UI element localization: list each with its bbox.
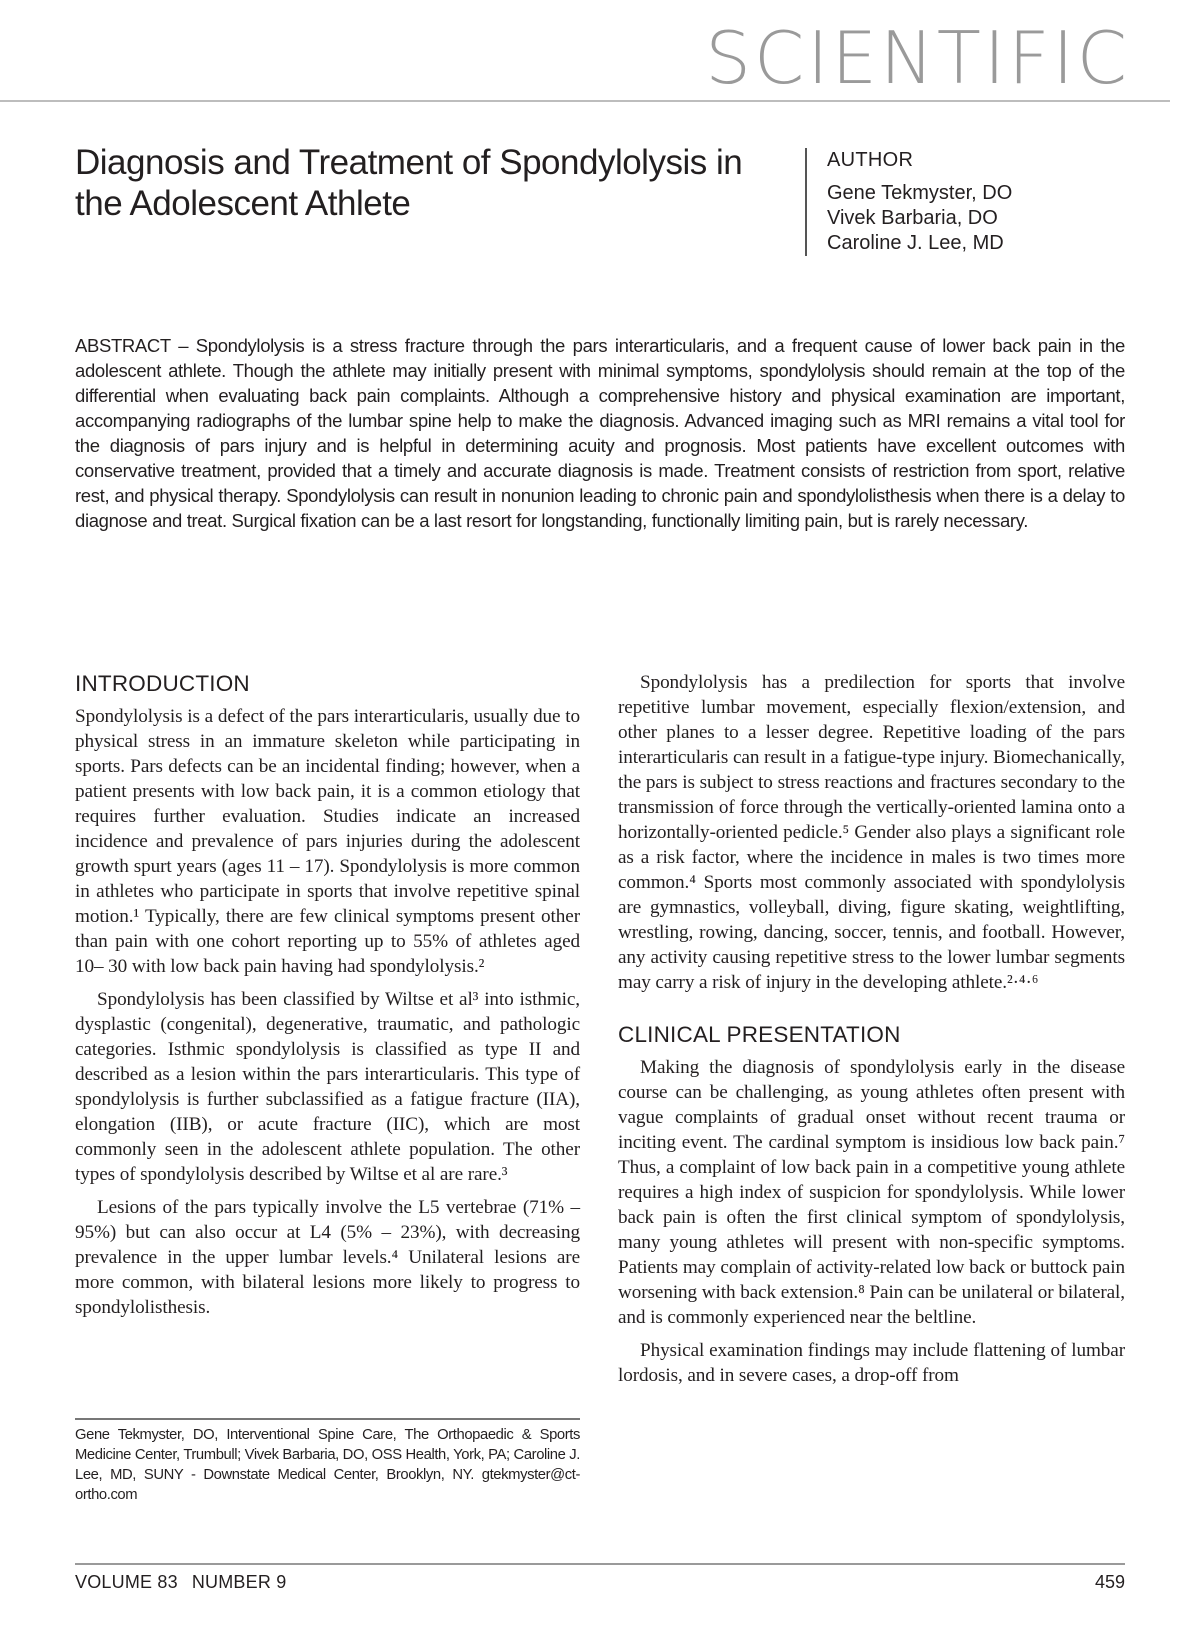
body-paragraph: Spondylolysis is a defect of the pars interarticularis, usually due to physical stress in an immature skeleton while participating in sports. Pars defects can be an incidental finding; however, when a patient presents with low back pain, it is a common etiology that requires further evaluation. Studies indicate an increased incidence and prevalence of pars injuries during the adolescent growth spurt years (ages 11 – 17). Spondylolysis is more common in athletes who participate in sports that involve repetitive spinal motion.¹ Typically, there are few clinical symptoms present other than pain with one cohort reporting up to 55% of athletes aged 10– 30 with low back pain having had spondylolysis.² (75, 706, 580, 977)
right-column (618, 670, 1125, 1396)
author-name: Vivek Barbaria, DO (827, 207, 998, 229)
affiliation-divider (75, 1418, 580, 1420)
left-column (75, 670, 580, 1328)
body-paragraph: Spondylolysis has a predilection for sports that involve repetitive lumbar movement, especially flexion/extension, and other planes to a lesser degree. Repetitive loading of the pars interarticularis can result in a fatigue-type injury. Biomechanically, the pars is subject to stress reactions and fractures secondary to the transmission of force through the vertically-oriented lamina onto a horizontally-oriented pedicle.⁵ Gender also plays a significant role as a risk factor, where the incidence in males is two times more common.⁴ Sports most commonly associated with spondylolysis are gymnastics, volleyball, diving, figure skating, weightlifting, wrestling, rowing, dancing, soccer, tennis, and football. However, any activity causing repetitive stress to the lower lumbar segments may carry a risk of injury in the developing athlete.²·⁴·⁶ (618, 672, 1125, 993)
volume-label: VOLUME 83 (75, 1572, 178, 1592)
body-paragraph: Lesions of the pars typically involve the L5 vertebrae (71% – 95%) but can also occur at L4 (5% – 23%), with decreasing prevalence in the upper lumbar levels.⁴ Unilateral lesions are more common, with bilateral lesions more likely to progress to spondylolisthesis. (75, 1197, 580, 1318)
body-paragraph: Making the diagnosis of spondylolysis early in the disease course can be challenging, as young athletes often present with vague complaints of gradual onset without recent trauma or inciting event. The cardinal symptom is insidious low back pain.⁷ Thus, a complaint of low back pain in a competitive young athlete requires a high index of suspicion for spondylolysis. While lower back pain is often the first clinical symptom of spondylolysis, many young athletes will present with non-specific symptoms. Patients may complain of activity-related low back or buttock pain worsening with back extension.⁸ Pain can be unilateral or bilateral, and is commonly experienced near the beltline. (618, 1057, 1125, 1328)
author-block (805, 148, 1147, 256)
author-heading: AUTHOR (827, 149, 914, 171)
body-paragraph: Physical examination findings may include flattening of lumbar lordosis, and in severe cases, a drop-off from (618, 1340, 1125, 1386)
footer-divider (75, 1563, 1125, 1565)
section-label: SCIENTIFIC (705, 16, 1130, 100)
header-divider (0, 100, 1170, 102)
article-title: Diagnosis and Treatment of Spondylolysis in the Adolescent Athlete (75, 143, 743, 223)
page-number: 459 (1094, 1572, 1125, 1592)
introduction-heading: INTRODUCTION (75, 671, 250, 696)
abstract: ABSTRACT – Spondylolysis is a stress fracture through the pars interarticularis, and a frequent cause of lower back pain in the adolescent athlete. Though the athlete may initially present with minimal symptoms, spondylolysis should remain at the top of the differential when evaluating back pain complaints. Although a comprehensive history and physical examination are important, accompanying radiographs of the lumbar spine help to make the diagnosis. Advanced imaging such as MRI remains a vital tool for the diagnosis of pars injury and is helpful in determining acuity and prognosis. Most patients have excellent outcomes with conservative treatment, provided that a timely and accurate diagnosis is made. Treatment consists of restriction from sport, relative rest, and physical therapy. Spondylolysis can result in nonunion leading to chronic pain and spondylolisthesis when there is a delay to diagnose and treat. Surgical fixation can be a last resort for longstanding, functionally limiting pain, but is rarely necessary. (75, 335, 1125, 531)
footer-issue-info (75, 1572, 300, 1593)
clinical-presentation-heading: CLINICAL PRESENTATION (618, 1022, 901, 1047)
issue-number-label: NUMBER 9 (191, 1572, 287, 1592)
author-affiliation: Gene Tekmyster, DO, Interventional Spine Care, The Orthopaedic & Sports Medicine Center, Trumbull; Vivek Barbaria, DO, OSS Health, York, PA; Caroline J. Lee, MD, SUNY - Downstate Medical Center, Brooklyn, NY. gtekmyster@ct-ortho.com (75, 1427, 580, 1503)
author-name: Caroline J. Lee, MD (827, 232, 1004, 254)
author-name: Gene Tekmyster, DO (827, 182, 1013, 204)
body-paragraph: Spondylolysis has been classified by Wiltse et al³ into isthmic, dysplastic (congenital), degenerative, traumatic, and pathologic categories. Isthmic spondylolysis is classified as type II and described as a lesion within the pars interarticularis. This type of spondylolysis is further subclassified as a fatigue fracture (IIA), elongation (IIB), or acute fracture (IIC), which are most commonly seen in the adolescent athlete population. The other types of spondylolysis described by Wiltse et al are rare.³ (75, 989, 580, 1185)
